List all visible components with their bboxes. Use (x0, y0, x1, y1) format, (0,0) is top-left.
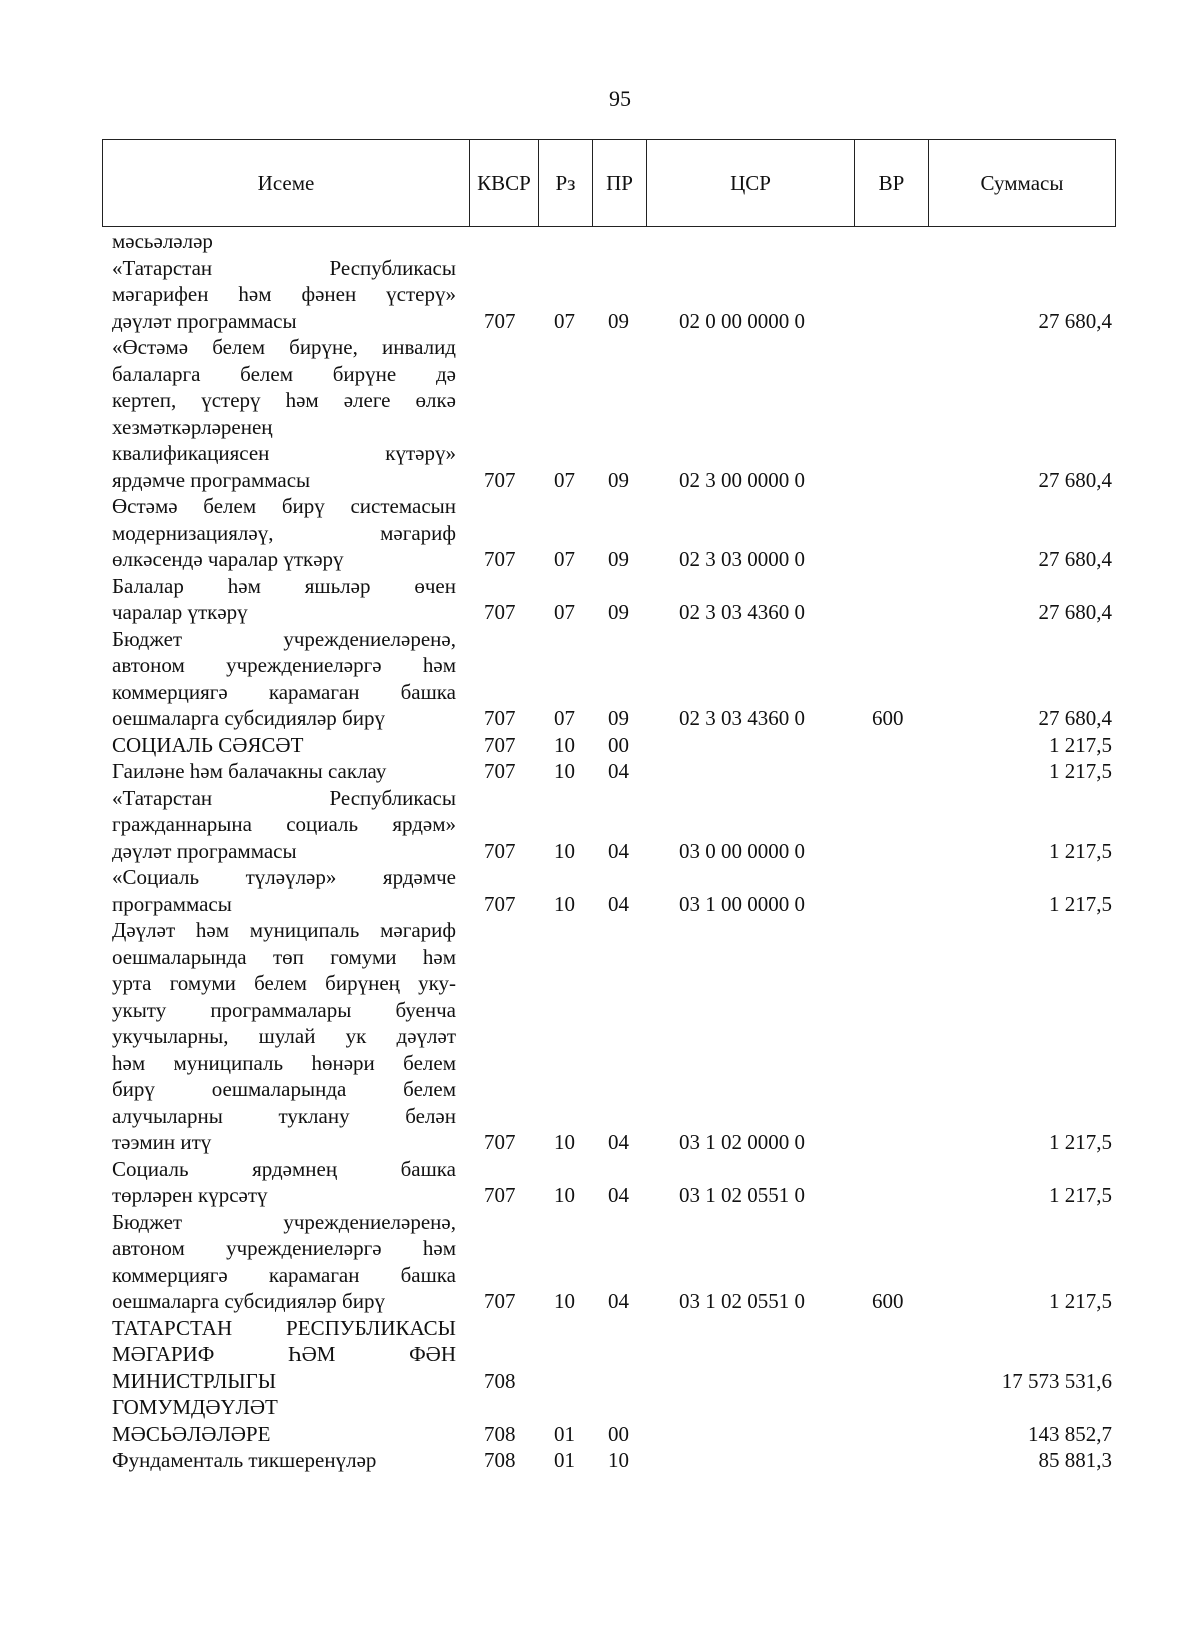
row-csr: 03 1 00 0000 0 (679, 891, 805, 916)
table-body (112, 228, 1112, 1474)
row-sum: 27 680,4 (1038, 467, 1112, 492)
row-sum: 143 852,7 (1028, 1421, 1112, 1446)
row-pr: 04 (608, 759, 629, 783)
row-kvsr: 707 (484, 1183, 516, 1207)
row-name-line: МӘСЬӘЛӘЛӘРЕ (112, 1421, 271, 1446)
row-rz: 10 (554, 1289, 575, 1313)
row-name-line: һәм муниципаль һөнәри белем (112, 1050, 456, 1075)
row-rz: 07 (554, 706, 575, 730)
row-name-line: мәсьәләләр (112, 229, 213, 253)
row-rz: 10 (554, 891, 575, 916)
row-name-line: укучыларны, шулай ук дәүләт (112, 1024, 456, 1048)
row-name-line: квалификациясен күтәрү» (112, 441, 456, 465)
row-name-line: кертеп, үстерү һәм әлеге өлкә (112, 388, 456, 412)
row-pr: 09 (608, 600, 629, 624)
row-name-line: Бюджет учреждениеләренә, (112, 626, 456, 651)
row-name (112, 573, 456, 626)
row-pr: 09 (608, 308, 629, 333)
row-name-line: МИНИСТРЛЫГЫ (112, 1368, 277, 1393)
row-kvsr: 707 (484, 732, 516, 757)
row-csr: 03 1 02 0551 0 (679, 1183, 805, 1207)
row-csr: 03 1 02 0000 0 (679, 1130, 805, 1154)
row-kvsr: 707 (484, 759, 516, 783)
row-name-line: «Өстәмә белем бирүне, инвалид (112, 335, 456, 359)
row-pr: 10 (608, 1448, 629, 1472)
header-name: Исеме (257, 170, 315, 195)
row-name (112, 334, 456, 493)
row-name-line: автоном учреждениеләргә һәм (112, 1236, 456, 1260)
table-row (112, 917, 1112, 1156)
row-name-line: коммерциягә карамаган башка (112, 1262, 456, 1287)
row-kvsr: 708 (484, 1448, 516, 1472)
row-pr: 04 (608, 891, 629, 916)
row-pr: 09 (608, 547, 629, 571)
row-name (112, 626, 456, 732)
row-pr: 04 (608, 1183, 629, 1207)
table-row (112, 334, 1112, 493)
row-sum: 27 680,4 (1038, 600, 1112, 624)
row-csr: 02 3 03 4360 0 (679, 706, 805, 730)
row-csr: 02 3 03 0000 0 (679, 547, 805, 571)
row-kvsr: 707 (484, 891, 516, 916)
table-row (112, 1156, 1112, 1209)
row-rz: 01 (554, 1421, 575, 1446)
row-name-line: тәэмин итү (112, 1130, 212, 1154)
row-sum: 17 573 531,6 (1001, 1368, 1112, 1393)
row-name-line: төрләрен күрсәтү (112, 1183, 268, 1207)
row-kvsr: 707 (484, 1289, 516, 1313)
row-name-line: балаларга белем бирүне дә (112, 361, 456, 386)
row-name (112, 1209, 456, 1315)
row-name-line: гражданнарына социаль ярдәм» (112, 812, 456, 836)
row-sum: 27 680,4 (1038, 308, 1112, 333)
header-csr: ЦСР (646, 140, 854, 226)
row-kvsr: 708 (484, 1421, 516, 1446)
row-rz: 10 (554, 732, 575, 757)
row-kvsr: 707 (484, 706, 516, 730)
row-sum: 1 217,5 (1049, 1289, 1112, 1313)
row-sum: 1 217,5 (1049, 891, 1112, 916)
row-name-line: дәүләт программасы (112, 838, 297, 863)
row-kvsr: 707 (484, 308, 516, 333)
row-rz: 10 (554, 759, 575, 783)
row-name-line: Социаль ярдәмнең башка (112, 1156, 456, 1181)
row-name-line: бирү оешмаларында белем (112, 1077, 456, 1101)
row-name-line: укыту программалары буенча (112, 997, 456, 1022)
row-name-line: ГОМУМДӘҮЛӘТ (112, 1395, 278, 1419)
row-pr: 09 (608, 467, 629, 492)
row-sum: 85 881,3 (1038, 1448, 1112, 1472)
row-name (112, 917, 456, 1156)
row-name-line: Өстәмә белем бирү системасын (112, 494, 456, 518)
row-pr: 00 (608, 732, 629, 757)
row-name-line: СОЦИАЛЬ СӘЯСӘТ (112, 732, 304, 757)
row-name-line: оешмаларга субсидияләр бирү (112, 706, 385, 730)
row-name-line: автоном учреждениеләргә һәм (112, 653, 456, 677)
row-pr: 00 (608, 1421, 629, 1446)
row-kvsr: 708 (484, 1368, 516, 1393)
row-name-line: урта гомуми белем бирүнең уку- (112, 971, 456, 995)
header-vr: ВР (854, 140, 928, 226)
table-row (112, 626, 1112, 732)
row-name-line: өлкәсендә чаралар үткәрү (112, 547, 344, 571)
row-name-line: Гаиләне һәм балачакны саклау (112, 759, 387, 783)
table-row (112, 255, 1112, 335)
row-rz: 07 (554, 467, 575, 492)
row-name (112, 493, 456, 573)
row-pr: 04 (608, 838, 629, 863)
header-kvsr: КВСР (469, 140, 538, 226)
row-sum: 1 217,5 (1049, 1183, 1112, 1207)
table-row (112, 758, 1112, 785)
table-row (112, 573, 1112, 626)
table-row (112, 1447, 1112, 1474)
row-kvsr: 707 (484, 838, 516, 863)
row-pr: 09 (608, 706, 629, 730)
row-name (112, 864, 456, 917)
row-name (112, 758, 456, 785)
row-csr: 03 1 02 0551 0 (679, 1289, 805, 1313)
header-pr: ПР (592, 140, 646, 226)
row-name-line: «Татарстан Республикасы (112, 255, 456, 280)
row-vr: 600 (872, 706, 904, 730)
row-sum: 27 680,4 (1038, 547, 1112, 571)
row-name-line: Дәүләт һәм муниципаль мәгариф (112, 918, 456, 942)
row-csr: 02 3 00 0000 0 (679, 467, 805, 492)
row-sum: 1 217,5 (1049, 759, 1112, 783)
row-name-line: дәүләт программасы (112, 308, 297, 333)
row-kvsr: 707 (484, 1130, 516, 1154)
table-row (112, 732, 1112, 759)
row-rz: 07 (554, 600, 575, 624)
row-vr: 600 (872, 1289, 904, 1313)
row-name-line: чаралар үткәрү (112, 600, 248, 624)
row-name-line: хезмәткәрләренең (112, 414, 273, 439)
row-name-line: модернизацияләү, мәгариф (112, 520, 456, 545)
row-pr: 04 (608, 1289, 629, 1313)
row-name (112, 785, 456, 865)
row-name-line: МӘГАРИФ ҺӘМ ФӘН (112, 1342, 456, 1366)
row-name-line: ТАТАРСТАН РЕСПУБЛИКАСЫ (112, 1315, 456, 1340)
table-row (112, 493, 1112, 573)
row-name-line: оешмаларга субсидияләр бирү (112, 1289, 385, 1313)
row-name-line: алучыларны туклану белән (112, 1103, 456, 1128)
row-name-line: «Социаль түләүләр» ярдәмче (112, 865, 456, 889)
table-header (102, 139, 1116, 227)
row-pr: 04 (608, 1130, 629, 1154)
row-sum: 1 217,5 (1049, 838, 1112, 863)
row-name-line: Фундаменталь тикшеренүләр (112, 1448, 377, 1472)
table-row (112, 785, 1112, 865)
row-name (112, 228, 456, 255)
row-sum: 27 680,4 (1038, 706, 1112, 730)
row-rz: 01 (554, 1448, 575, 1472)
row-rz: 10 (554, 1183, 575, 1207)
table-row (112, 228, 1112, 255)
row-name-line: Балалар һәм яшьләр өчен (112, 573, 456, 598)
row-csr: 02 0 00 0000 0 (679, 308, 805, 333)
row-name-line: «Татарстан Республикасы (112, 785, 456, 810)
row-name-line: ярдәмче программасы (112, 467, 311, 492)
header-rz: Рз (538, 140, 592, 226)
row-kvsr: 707 (484, 600, 516, 624)
header-sum: Суммасы (928, 140, 1115, 226)
row-name (112, 1156, 456, 1209)
row-sum: 1 217,5 (1049, 1130, 1112, 1154)
row-sum: 1 217,5 (1049, 732, 1112, 757)
row-name (112, 255, 456, 335)
table-row (112, 1394, 1112, 1447)
row-name (112, 1315, 456, 1395)
row-kvsr: 707 (484, 547, 516, 571)
row-csr: 02 3 03 4360 0 (679, 600, 805, 624)
page-number: 95 (609, 86, 631, 111)
row-name (112, 732, 456, 759)
row-name (112, 1447, 456, 1474)
row-name-line: оешмаларында төп гомуми һәм (112, 944, 456, 969)
table-row (112, 1209, 1112, 1315)
row-name-line: мәгарифен һәм фәнен үстерү» (112, 282, 456, 306)
row-rz: 07 (554, 547, 575, 571)
row-name-line: программасы (112, 891, 232, 916)
row-rz: 07 (554, 308, 575, 333)
row-csr: 03 0 00 0000 0 (679, 838, 805, 863)
row-name-line: Бюджет учреждениеләренә, (112, 1209, 456, 1234)
table-row (112, 1315, 1112, 1395)
row-kvsr: 707 (484, 467, 516, 492)
row-name-line: коммерциягә карамаган башка (112, 679, 456, 704)
row-rz: 10 (554, 838, 575, 863)
row-rz: 10 (554, 1130, 575, 1154)
table-row (112, 864, 1112, 917)
row-name (112, 1394, 456, 1447)
